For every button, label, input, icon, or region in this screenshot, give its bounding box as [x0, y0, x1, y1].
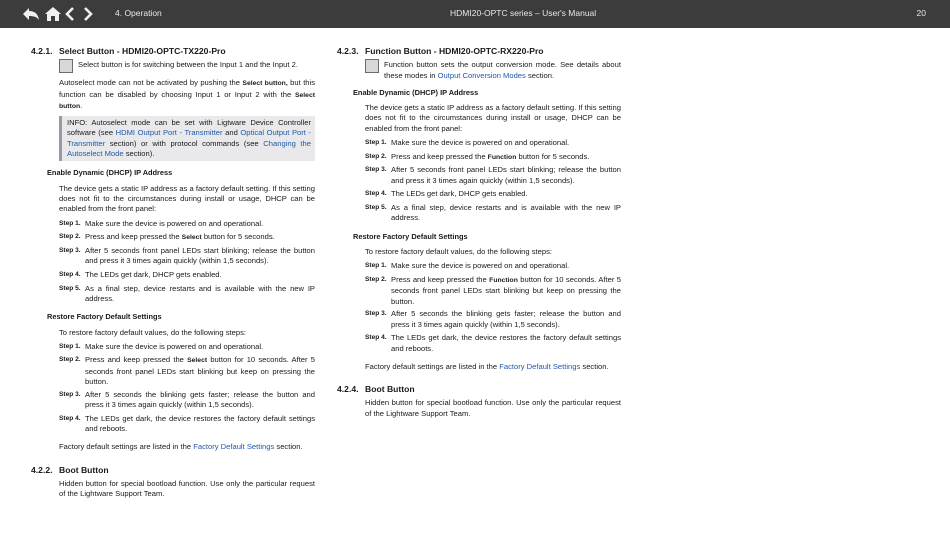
info-box — [59, 116, 315, 161]
text: After 5 seconds the blinking gets faster; release the button and press it 3 times again quickly (within 1,5 seconds). — [85, 389, 315, 410]
step-label: Step 4. — [365, 190, 387, 198]
text: The LEDs get dark, DHCP gets enabled. — [391, 189, 528, 199]
step-item — [59, 232, 315, 243]
text: section). — [123, 149, 155, 159]
home-icon[interactable] — [44, 4, 62, 24]
link-factory-default-settings[interactable]: Factory Default Settings — [193, 442, 275, 452]
text: . — [80, 100, 83, 110]
step-text — [85, 355, 315, 387]
step-label: Step 3. — [365, 310, 387, 318]
step-label: Step 2. — [59, 233, 81, 241]
link-hdmi-output-port[interactable]: HDMI Output Port - Transmitter — [115, 128, 223, 138]
page-number: 20 — [916, 8, 926, 18]
text: Make sure the device is powered on and operational. — [85, 341, 264, 351]
step-item — [365, 309, 621, 331]
section-heading-boot-button — [337, 384, 621, 394]
text: Press and keep pressed the — [391, 275, 490, 284]
dhcp-steps-list — [365, 138, 621, 225]
section-title: Boot Button — [59, 464, 109, 475]
right-column — [337, 46, 621, 423]
boot-button-text: Hidden button for special bootload function. Use only the particular request of the Lightware Support Team. — [59, 478, 315, 499]
step-item — [365, 189, 621, 200]
step-text — [85, 232, 315, 243]
restore-steps-list — [365, 261, 621, 355]
text: Factory default settings are listed in the — [59, 442, 194, 452]
step-text — [85, 219, 315, 230]
text: Press and keep pressed the — [391, 151, 488, 161]
button-keyword: Select — [187, 357, 208, 365]
step-item — [59, 219, 315, 230]
text: Make sure the device is powered on and operational. — [391, 138, 570, 148]
chevron-left-icon[interactable] — [64, 4, 76, 24]
text: After 5 seconds front panel LEDs start blinking; release the button and press it 3 times again quickly (within 1,5 seconds). — [391, 165, 621, 185]
step-text — [85, 390, 315, 412]
text: Press and keep pressed the — [85, 232, 182, 242]
step-label: Step 5. — [59, 284, 81, 292]
step-text — [85, 270, 315, 281]
keyword: Select button, — [242, 80, 288, 88]
step-label: Step 4. — [365, 334, 387, 342]
text: The LEDs get dark, the device restores the factory default settings and reboots. — [85, 413, 315, 434]
section-heading-function-button — [337, 46, 621, 56]
text: button for 10 seconds. After 5 seconds front panel LEDs start blinking but keep on pressing the button. — [391, 275, 621, 306]
step-item — [365, 152, 621, 163]
select-button-note — [59, 60, 315, 73]
step-label: Step 1. — [59, 342, 81, 350]
button-keyword: Function — [489, 277, 518, 284]
text: button for 10 seconds. After 5 seconds front panel LEDs start blinking but keep on pressing the button. — [85, 355, 315, 387]
boot-button-text: Hidden button for special bootload function. Use only the particular request of the Lightware Support Team. — [365, 398, 621, 418]
step-label: Step 1. — [59, 219, 81, 227]
spacer — [337, 376, 621, 384]
text: section. — [525, 70, 555, 80]
autoselect-paragraph — [59, 78, 315, 112]
text: Autoselect mode can not be activated by pushing the — [59, 78, 243, 88]
text: The LEDs get dark, DHCP gets enabled. — [85, 269, 222, 279]
step-label: Step 2. — [59, 356, 81, 364]
step-label: Step 4. — [59, 414, 81, 422]
dhcp-intro: The device gets a static IP address as a factory default setting. If this setting does not fit to the circumstances during install or usage, DHCP can be enabled from the front panel: — [365, 103, 621, 133]
restore-subheading: Restore Factory Default Settings — [353, 231, 468, 241]
text: but this function can be disabled by choosing Input 1 or Input 2 with the — [59, 78, 316, 99]
note-text: Select button is for switching between the Input 1 and the Input 2. — [78, 60, 298, 70]
section-title: Boot Button — [365, 384, 415, 395]
back-arrow-icon[interactable] — [22, 4, 40, 24]
step-text — [391, 333, 621, 355]
link-output-conversion-modes[interactable]: Output Conversion Modes — [437, 70, 526, 80]
step-item — [59, 342, 315, 353]
dhcp-subheading: Enable Dynamic (DHCP) IP Address — [353, 87, 479, 97]
text: As a final step, device restarts and is available with the new IP address. — [85, 283, 315, 303]
section-heading-select-button — [31, 46, 315, 56]
section-heading-boot-button — [31, 465, 315, 475]
text: Function button sets the output conversion mode. See details about these modes in — [384, 60, 621, 80]
section-title: Select Button - HDMI20-OPTC-TX220-Pro — [59, 46, 226, 56]
step-label: Step 2. — [365, 152, 387, 160]
step-text — [85, 284, 315, 306]
text: section. — [274, 442, 303, 452]
step-label: Step 1. — [365, 139, 387, 147]
text: INFO: Autoselect mode can be set with Ligtware Device Controller software (see — [67, 118, 311, 138]
link-changing-autoselect-mode[interactable]: Changing the Autoselect Mode — [67, 138, 311, 159]
text: and — [222, 128, 241, 138]
document-title: HDMI20-OPTC series – User's Manual — [450, 8, 597, 18]
section-number: 4.2.3. — [337, 46, 359, 56]
text: Make sure the device is powered on and operational. — [391, 261, 570, 271]
step-text — [391, 165, 621, 187]
pencil-note-icon — [59, 59, 73, 73]
left-column — [31, 46, 315, 504]
breadcrumb[interactable]: 4. Operation — [115, 8, 162, 18]
step-item — [365, 165, 621, 187]
text: button for 5 seconds. — [516, 151, 590, 161]
step-text — [85, 414, 315, 436]
step-label: Step 5. — [365, 204, 387, 212]
text: After 5 seconds the blinking gets faster; release the button and press it 3 times again quickly (within 1,5 seconds). — [391, 309, 621, 329]
text: Factory default settings are listed in the — [365, 361, 500, 371]
restore-steps-list — [59, 342, 315, 436]
text: The LEDs get dark, the device restores the factory default settings and reboots. — [391, 333, 621, 353]
step-text — [391, 189, 621, 200]
link-factory-default-settings[interactable]: Factory Default Settings — [499, 361, 581, 371]
step-item — [365, 138, 621, 149]
text: button for 5 seconds. — [201, 232, 275, 242]
step-text — [391, 275, 621, 307]
note-text — [384, 60, 621, 81]
section-number: 4.2.1. — [31, 46, 53, 56]
section-number: 4.2.2. — [31, 464, 53, 475]
chevron-right-icon[interactable] — [82, 4, 94, 24]
step-text — [85, 246, 315, 268]
dhcp-steps-list — [59, 219, 315, 306]
step-item — [59, 414, 315, 436]
restore-intro: To restore factory default values, do the following steps: — [59, 327, 246, 337]
step-label: Step 1. — [365, 262, 387, 270]
step-text — [391, 138, 621, 149]
restore-intro: To restore factory default values, do the following steps: — [365, 247, 552, 257]
section-number: 4.2.4. — [337, 384, 359, 395]
link-optical-output-port[interactable]: Optical Output Port - Transmitter — [67, 128, 311, 148]
dhcp-subheading: Enable Dynamic (DHCP) IP Address — [47, 168, 173, 178]
text: section) or with protocol commands (see — [105, 138, 264, 148]
step-item — [365, 333, 621, 355]
step-text — [391, 261, 621, 272]
text: section. — [580, 361, 609, 371]
step-item — [365, 203, 621, 225]
step-item — [365, 261, 621, 272]
function-button-note — [365, 60, 621, 81]
step-item — [59, 284, 315, 306]
dhcp-intro: The device gets a static IP address as a factory default setting. If this setting does not fit to the circumstances during install or usage, DHCP can be enabled from the front panel: — [59, 183, 315, 214]
top-navigation-bar — [0, 0, 950, 28]
keyword: Select button — [59, 91, 315, 110]
text: After 5 seconds front panel LEDs start blinking; release the button and press it 3 times again quickly (within 1,5 seconds). — [85, 245, 315, 266]
text: As a final step, device restarts and is available with the new IP address. — [391, 203, 621, 223]
step-text — [391, 203, 621, 225]
restore-subheading: Restore Factory Default Settings — [47, 312, 162, 322]
step-item — [59, 270, 315, 281]
step-text — [391, 309, 621, 331]
step-label: Step 3. — [59, 390, 81, 398]
step-item — [365, 275, 621, 307]
spacer — [31, 457, 315, 465]
button-keyword: Select — [181, 234, 202, 242]
step-item — [59, 355, 315, 387]
step-item — [59, 246, 315, 268]
text: Make sure the device is powered on and operational. — [85, 218, 264, 228]
factory-settings-paragraph — [59, 442, 315, 452]
button-keyword: Function — [487, 153, 517, 161]
step-label: Step 3. — [59, 246, 81, 254]
section-title: Function Button - HDMI20-OPTC-RX220-Pro — [365, 46, 544, 56]
step-item — [59, 390, 315, 412]
step-text — [85, 342, 315, 353]
pencil-note-icon — [365, 59, 379, 73]
factory-settings-paragraph — [365, 362, 621, 372]
text: Press and keep pressed the — [85, 355, 188, 365]
step-label: Step 2. — [365, 276, 387, 283]
step-label: Step 4. — [59, 270, 81, 278]
step-label: Step 3. — [365, 166, 387, 174]
step-text — [391, 152, 621, 163]
